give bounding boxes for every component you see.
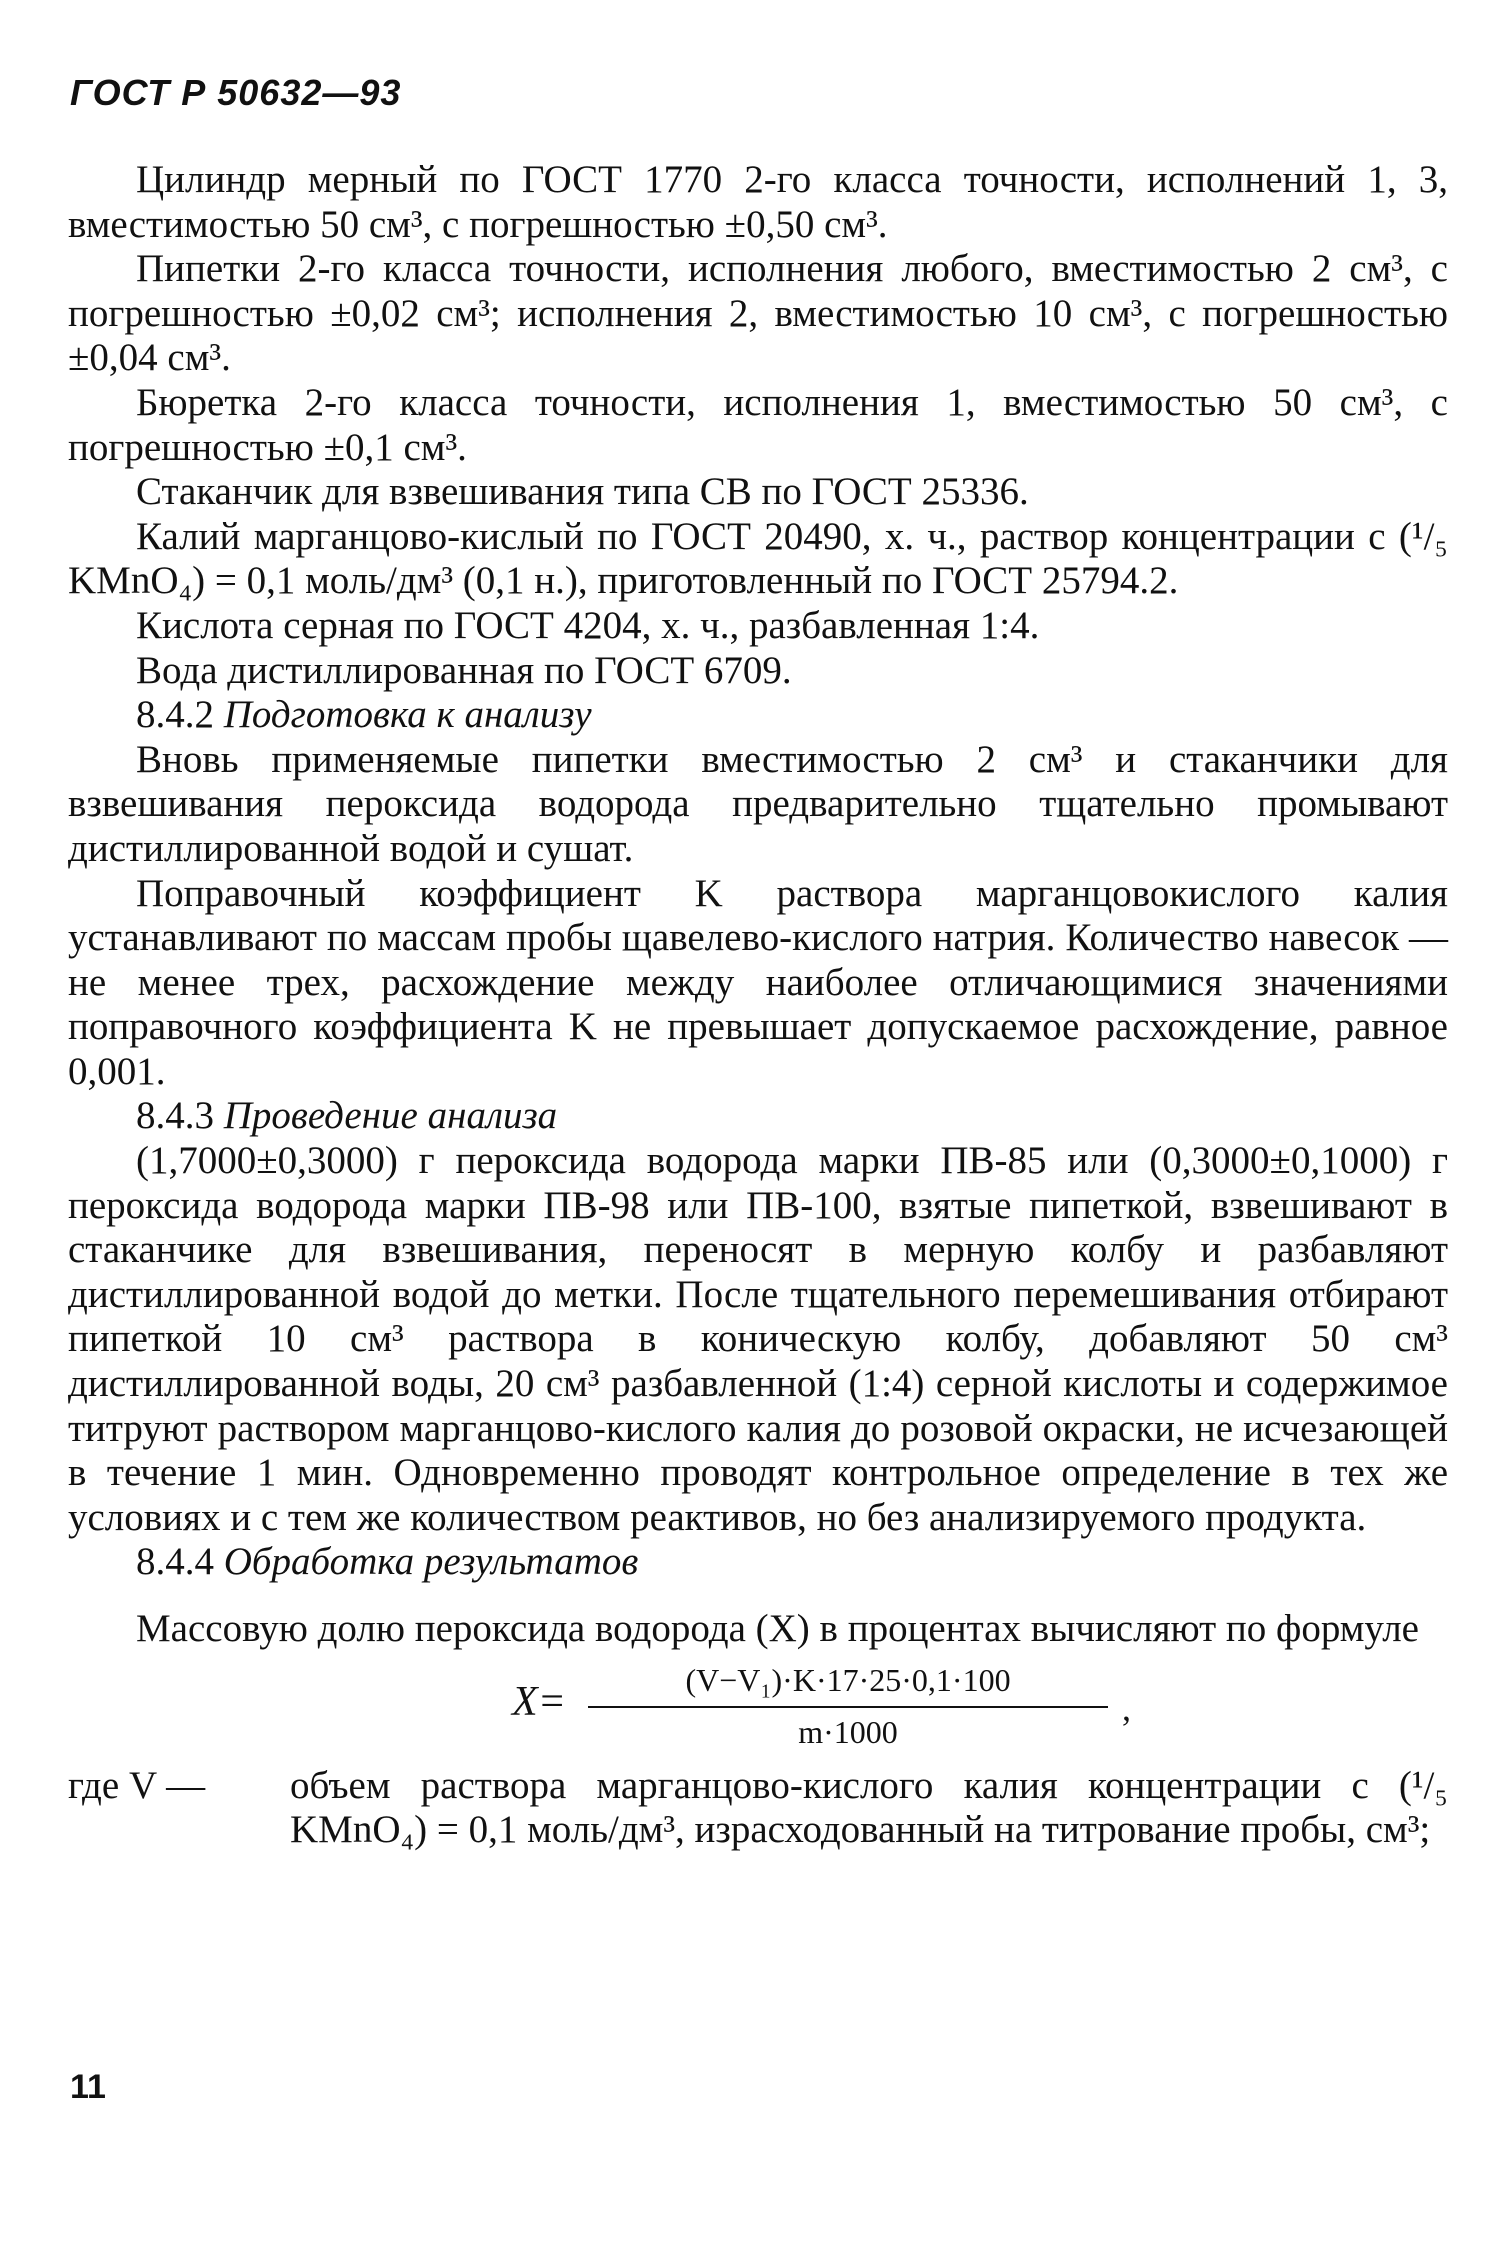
formula-fraction — [588, 1658, 1108, 1755]
section-title: Подготовка к анализу — [223, 693, 592, 737]
paragraph-weighing-cup: Стаканчик для взвешивания типа СВ по ГОСТ 25336. — [136, 470, 1029, 514]
spacer — [68, 1585, 1448, 1607]
page-number: 11 — [70, 2068, 106, 2106]
formula-lhs: X= — [512, 1678, 566, 1725]
page-header: ГОСТ Р 50632—93 — [70, 72, 402, 113]
variable-definition — [68, 1764, 1448, 1853]
section-heading-8-4-2 — [68, 693, 1448, 738]
formula-numerator: (V−V₁)·K·17·25·0,1·100 — [588, 1658, 1108, 1709]
section-heading-8-4-3 — [68, 1094, 1448, 1139]
formula-trailing-comma: , — [1122, 1687, 1131, 1728]
section-title: Проведение анализа — [223, 1094, 558, 1138]
paragraph-analysis-procedure: (1,7000±0,3000) г пероксида водорода марки ПВ-85 или (0,3000±0,1000) г пероксида водорода марки ПВ-98 или ПВ-100, взятые пипеткой, взвешивают в стаканчике для взвешивания, переносят в мерную колбу и разбавляют дистиллированной водой до метки. После тщательного перемешивания отбирают пипеткой 10 см³ раствора в коническую колбу, добавляют 50 см³ дистиллированной воды, 20 см³ разбавленной (1:4) серной кислоты и содержимое титруют раствором марганцово-кислого калия до розовой окраски, не исчезающей в течение 1 мин. Одновременно проводят контрольное определение в тех же условиях и с тем же количеством реактивов, но без анализируемого продукта. — [68, 1139, 1448, 1539]
paragraph-potassium-permanganate: Калий марганцово-кислый по ГОСТ 20490, х. ч., раствор концентрации c (¹/₅ KMnO₄) = 0,1 моль/дм³ (0,1 н.), приготовленный по ГОСТ 25794.2. — [68, 514, 1448, 603]
paragraph-correction-factor: Поправочный коэффициент K раствора марганцовокислого калия устанавливают по массам пробы щавелево-кислого натрия. Количество навесок — не менее трех, расхождение между наиболее отличающимися значениями поправочного коэффициента K не превышает допускаемое расхождение, равное 0,001. — [68, 871, 1448, 1093]
paragraph-cylinder: Цилиндр мерный по ГОСТ 1770 2-го класса точности, исполнений 1, 3, вместимостью 50 см³, с погрешностью ±0,50 см³. — [68, 158, 1448, 246]
document-body — [68, 158, 1448, 1853]
paragraph-pipettes: Пипетки 2-го класса точности, исполнения любого, вместимостью 2 см³, с погрешностью ±0,02 см³; исполнения 2, вместимостью 10 см³, с погрешностью ±0,04 см³. — [68, 247, 1448, 380]
section-heading-8-4-4 — [68, 1540, 1448, 1585]
section-number: 8.4.4 — [136, 1540, 214, 1584]
formula-denominator: m·1000 — [798, 1714, 898, 1751]
section-number: 8.4.3 — [136, 1094, 214, 1138]
variable-label: где V — — [68, 1763, 206, 1807]
paragraph-preparation: Вновь применяемые пипетки вместимостью 2 см³ и стаканчики для взвешивания пероксида водорода предварительно тщательно промывают дистиллированной водой и сушат. — [68, 737, 1448, 870]
variable-description: объем раствора марганцово-кислого калия концентрации c (¹/₅ KMnO₄) = 0,1 моль/дм³, израсходованный на титрование пробы, см³; — [290, 1763, 1448, 1852]
section-title: Обработка результатов — [223, 1540, 639, 1584]
section-number: 8.4.2 — [136, 693, 214, 737]
paragraph-mass-fraction: Массовую долю пероксида водорода (X) в процентах вычисляют по формуле — [136, 1607, 1419, 1650]
formula — [68, 1658, 1448, 1758]
paragraph-burette: Бюретка 2-го класса точности, исполнения 1, вместимостью 50 см³, с погрешностью ±0,1 см³. — [68, 380, 1448, 469]
paragraph-sulfuric-acid: Кислота серная по ГОСТ 4204, х. ч., разбавленная 1:4. — [136, 603, 1040, 647]
paragraph-distilled-water: Вода дистиллированная по ГОСТ 6709. — [136, 648, 792, 692]
